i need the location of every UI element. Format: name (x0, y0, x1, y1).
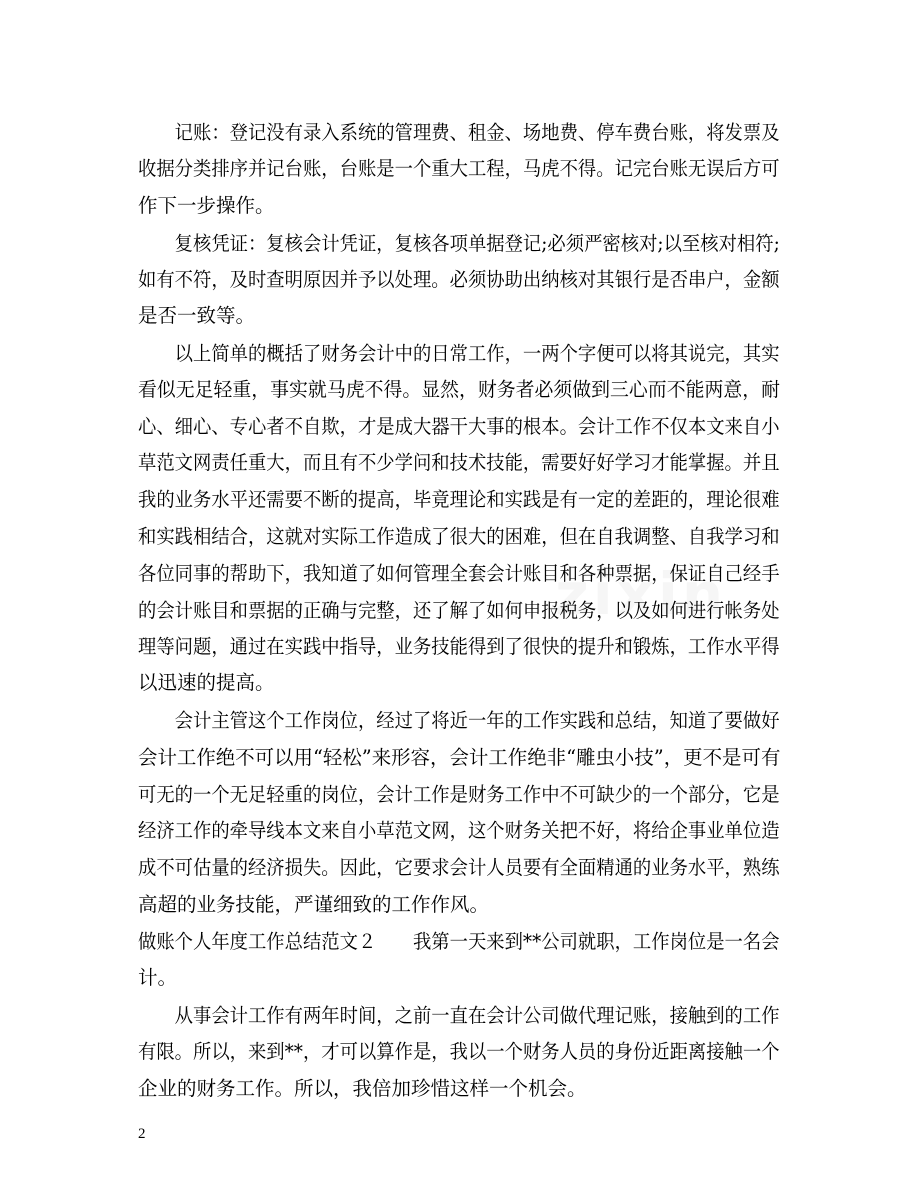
text-line: 和实践相结合，这就对实际工作造成了很大的困难，但在自我调整、自我学习和 (138, 525, 780, 548)
text-line: 理等问题，通过在实践中指导，业务技能得到了很快的提升和锻炼，工作水平得 (138, 635, 780, 658)
text-line: 经济工作的牵导线本文来自小草范文网，这个财务关把不好，将给企事业单位造 (138, 819, 780, 842)
text-line: 我的业务水平还需要不断的提高，毕竟理论和实践是有一定的差距的，理论很难 (138, 488, 780, 511)
page-number: 2 (138, 1126, 146, 1142)
text-line: 心、细心、专心者不自欺，才是成大器干大事的根本。会计工作不仅本文来自小 (138, 415, 780, 438)
text-line: 复核凭证：复核会计凭证，复核各项单据登记;必须严密核对;以至核对相符; (138, 232, 780, 255)
text-line: 收据分类排序并记台账，台账是一个重大工程，马虎不得。记完台账无误后方可 (138, 157, 780, 180)
text-line: 可无的一个无足轻重的岗位，会计工作是财务工作中不可缺少的一个部分，它是 (138, 783, 780, 806)
text-line: 会计工作绝不可以用“轻松”来形容，会计工作绝非“雕虫小技”，更不是可有 (138, 746, 781, 769)
text-line: 如有不符，及时查明原因并予以处理。必须协助出纳核对其银行是否串户，金额 (138, 268, 780, 291)
text-line: 做账个人年度工作总结范文２ 我第一天来到**公司就职，工作岗位是一名会 (138, 930, 780, 953)
text-line: 成不可估量的经济损失。因此，它要求会计人员要有全面精通的业务水平，熟练 (138, 856, 780, 879)
text-line: 的会计账目和票据的正确与完整，还了解了如何申报税务，以及如何进行帐务处 (138, 599, 780, 622)
text-line: 高超的业务技能，严谨细致的工作作风。 (138, 893, 490, 916)
text-line: 企业的财务工作。所以，我倍加珍惜这样一个机会。 (138, 1077, 587, 1100)
text-line: 有限。所以，来到**，才可以算作是，我以一个财务人员的身份近距离接触一个 (138, 1040, 780, 1063)
text-line: 各位同事的帮助下，我知道了如何管理全套会计账目和各种票据，保证自己经手 (138, 562, 780, 585)
text-line: 是否一致等。 (138, 304, 256, 327)
text-line: 以迅速的提高。 (138, 671, 275, 694)
text-line: 记账：登记没有录入系统的管理费、租金、场地费、停车费台账，将发票及 (138, 121, 780, 144)
text-line: 计。 (138, 966, 178, 989)
text-line: 以上简单的概括了财务会计中的日常工作，一两个字便可以将其说完，其实 (138, 342, 780, 365)
text-line: 会计主管这个工作岗位，经过了将近一年的工作实践和总结，知道了要做好 (138, 709, 780, 732)
text-line: 作下一步操作。 (138, 194, 275, 217)
text-line: 草范文网责任重大，而且有不少学问和技术技能，需要好好学习才能掌握。并且 (138, 451, 780, 474)
text-line: 看似无足轻重，事实就马虎不得。显然，财务者必须做到三心而不能两意，耐 (138, 378, 780, 401)
text-line: 从事会计工作有两年时间，之前一直在会计公司做代理记账，接触到的工作 (138, 1004, 780, 1027)
